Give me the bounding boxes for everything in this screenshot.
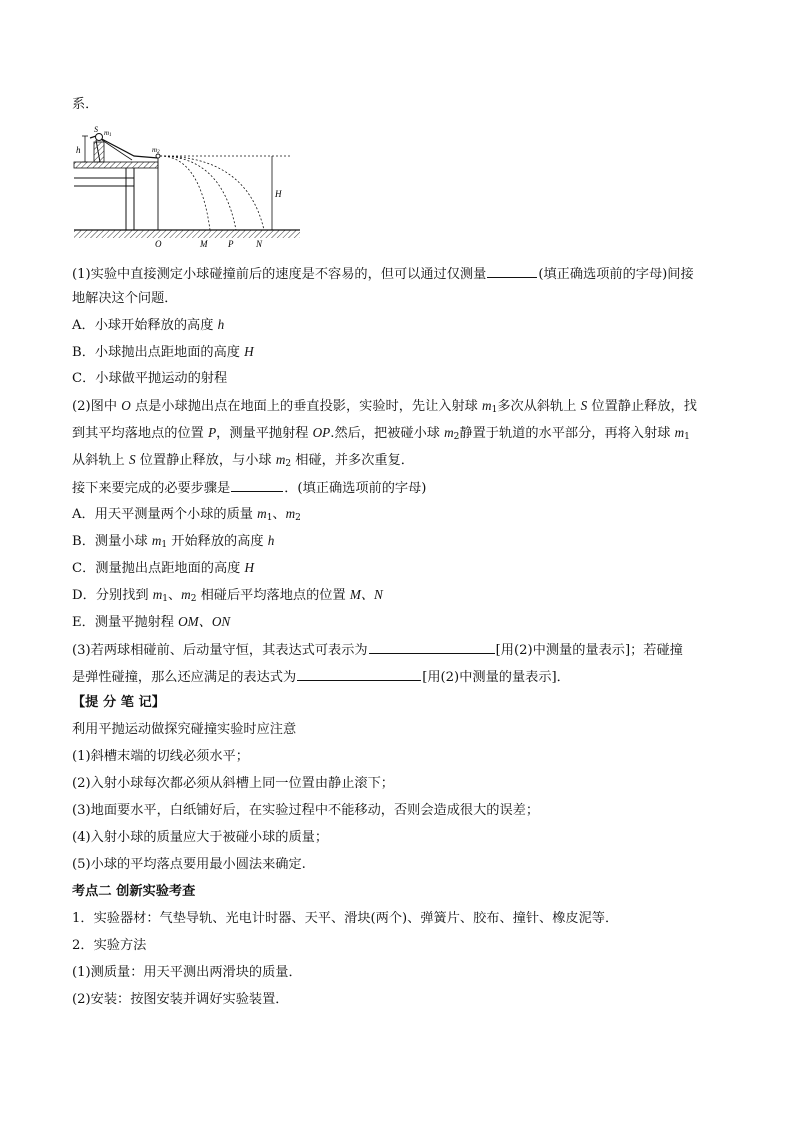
q2-line1: (2)图中 O 点是小球抛出点在地面上的垂直投影，实验时，先让入射球 $m_1$多次从斜轨上 S 位置静止释放，找 (72, 398, 697, 415)
q3-momentum-blank[interactable] (369, 640, 495, 654)
q1-option-b: B．小球抛出点距地面的高度 H (72, 344, 254, 360)
section2-p4: (2)安装：按图安装并调好实验装置． (72, 992, 289, 1007)
label-H: H (275, 189, 282, 199)
label-N: N (256, 239, 263, 249)
q2-option-a: A．用天平测量两个小球的质量 $m_1$、$m_2$ (72, 506, 301, 523)
ball-m1 (96, 134, 103, 141)
trajectory-N (160, 156, 264, 230)
label-M: M (200, 239, 208, 249)
q1-option-c: C．小球做平抛运动的射程 (72, 371, 228, 386)
section2-p1: 1．实验器材：气垫导轨、光电计时器、天平、滑块(两个)、弹簧片、胶布、撞针、橡皮泥等． (72, 911, 619, 926)
label-m1: m1 (104, 129, 112, 138)
label-S: S (94, 126, 98, 134)
section2-p2: 2．实验方法 (72, 938, 147, 953)
q2-answer-blank[interactable] (231, 478, 283, 492)
intro-fragment: 系． (72, 97, 99, 112)
label-m2: m2 (152, 146, 160, 155)
q2-option-c: C．测量抛出点距地面的高度 H (72, 560, 255, 576)
q3-line2: 是弹性碰撞，那么还应满足的表达式为 [用(2)中测量的量表示]． (72, 667, 570, 687)
q1-option-a: A．小球开始释放的高度 h (72, 317, 225, 333)
trajectory-P (160, 156, 236, 230)
q2-option-d: D．分别找到 $m_1$、$m_2$ 相碰后平均落地点的位置 M、N (72, 587, 383, 604)
notes-item-1: (1)斜槽末端的切线必须水平； (72, 749, 249, 764)
section2-p3: (1)测质量：用天平测出两滑块的质量． (72, 965, 302, 980)
label-h: h (76, 145, 81, 155)
q2-line4: 接下来要完成的必要步骤是 ．(填正确选项前的字母) (72, 478, 426, 498)
ground-hatch (74, 230, 300, 238)
q3-line1: (3)若两球相碰前、后动量守恒，其表达式可表示为 [用(2)中测量的量表示]；若碰撞 (72, 640, 683, 660)
notes-item-5: (5)小球的平均落点要用最小圆法来确定. (72, 857, 306, 872)
label-P: P (228, 239, 234, 249)
q2-option-e: E．测量平抛射程 OM、ON (72, 614, 231, 630)
q1-line2: 地解决这个问题． (72, 291, 178, 306)
table-top (74, 162, 158, 168)
q1-answer-blank[interactable] (487, 264, 537, 278)
q3-elastic-blank[interactable] (297, 667, 421, 681)
notes-intro: 利用平抛运动做探究碰撞实验时应注意 (72, 722, 297, 737)
q2-line3: 从斜轨上 S 位置静止释放，与小球 $m_2$ 相碰，并多次重复． (72, 452, 414, 469)
q1-line1: (1)实验中直接测定小球碰撞前后的速度是不容易的，但可以通过仅测量 (填正确选项前的字母)间接 (72, 264, 694, 284)
ramp-support (94, 142, 104, 162)
section2-heading: 考点二 创新实验考查 (72, 884, 196, 899)
q2-option-b: B．测量小球 $m_1$ 开始释放的高度 h (72, 533, 275, 550)
notes-item-3: (3)地面要水平，白纸铺好后，在实验过程中不能移动，否则会造成很大的误差； (72, 803, 540, 818)
notes-heading: 【提 分 笔 记】 (72, 695, 165, 710)
collision-apparatus-figure (72, 126, 302, 252)
notes-item-4: (4)入射小球的质量应大于被碰小球的质量； (72, 830, 329, 845)
trajectory-M (160, 156, 210, 230)
q2-line2: 到其平均落地点的位置 P，测量平抛射程 OP.然后，把被碰小球 $m_2$静置于轨道的水平部分，再将入射球 $m_1$ (72, 425, 690, 442)
label-O: O (155, 239, 162, 249)
notes-item-2: (2)入射小球每次都必须从斜槽上同一位置由静止滚下； (72, 776, 394, 791)
